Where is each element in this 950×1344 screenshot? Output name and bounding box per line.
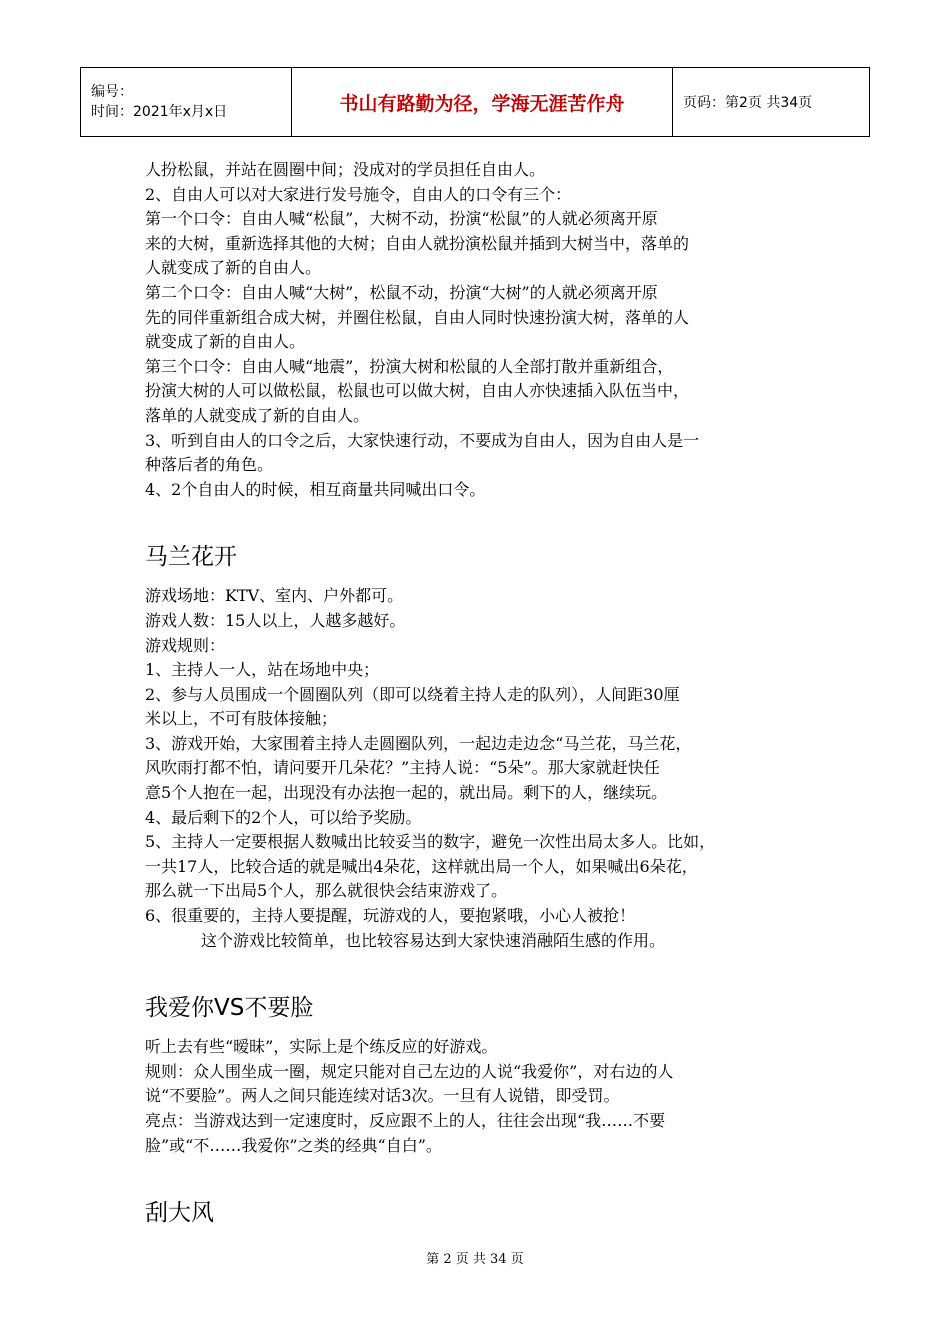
header-date-label: 时间：2021年x月x日 — [91, 104, 228, 120]
header-motto: 书山有路勤为径，学海无涯苦作舟 — [292, 68, 673, 137]
paragraph: 就变成了新的自由人。 — [145, 332, 306, 352]
paragraph: 游戏规则： — [145, 635, 226, 655]
paragraph: 那么就一下出局5个人，那么就很快会结束游戏了。 — [145, 881, 508, 901]
paragraph: 说“不要脸”。两人之间只能连续对话3次。一旦有人说错，即受罚。 — [145, 1086, 620, 1106]
header-meta — [81, 68, 292, 137]
paragraph: 规则：众人围坐成一圈，规定只能对自己左边的人说“我爱你”，对右边的人 — [145, 1061, 674, 1081]
paragraph: 落单的人就变成了新的自由人。 — [145, 405, 370, 425]
section-guadafeng — [145, 1198, 815, 1228]
paragraph: 3、听到自由人的口令之后，大家快速行动，不要成为自由人，因为自由人是一 — [145, 430, 700, 450]
paragraph: 2、自由人可以对大家进行发号施令，自由人的口令有三个： — [145, 184, 572, 204]
paragraph: 来的大树，重新选择其他的大树；自由人就扮演松鼠并插到大树当中，落单的 — [145, 233, 690, 253]
section-title: 马兰花开 — [145, 544, 237, 571]
page-footer: 第 2 页 共 34 页 — [426, 1252, 524, 1267]
paragraph: 第一个口令：自由人喊“松鼠”，大树不动，扮演“松鼠”的人就必须离开原 — [145, 209, 658, 229]
paragraph: 人扮松鼠，并站在圆圈中间；没成对的学员担任自由人。 — [145, 160, 546, 179]
closing-paragraph: 这个游戏比较简单，也比较容易达到大家快速消融陌生感的作用。 — [201, 930, 666, 950]
paragraph: 米以上，不可有肢体接触； — [145, 709, 338, 729]
paragraph: 风吹雨打都不怕，请问要开几朵花？”主持人说：“5朵”。那大家就赶快任 — [145, 758, 660, 778]
paragraph: 4、最后剩下的2个人，可以给予奖励。 — [145, 807, 422, 827]
section-malanhua — [145, 542, 815, 953]
document-body — [145, 158, 815, 1228]
paragraph: 第三个口令：自由人喊“地震”，扮演大树和松鼠的人全部打散并重新组合， — [145, 356, 674, 376]
paragraph: 1、主持人一人，站在场地中央； — [145, 660, 380, 680]
paragraph: 游戏场地：KTV、室内、户外都可。 — [145, 586, 404, 606]
paragraph: 2、参与人员围成一个圆圈队列（即可以绕着主持人走的队列），人间距30厘 — [145, 684, 680, 704]
paragraph: 6、很重要的，主持人要提醒，玩游戏的人，要抱紧哦，小心人被抢！ — [145, 906, 636, 926]
section-squirrel-continued — [145, 158, 815, 502]
paragraph: 游戏人数：15人以上，人越多越好。 — [145, 610, 406, 630]
paragraph: 种落后者的角色。 — [145, 455, 274, 475]
header-page-label: 页码：第2页 共34页 — [673, 68, 870, 137]
paragraph: 4、2个自由人的时候，相互商量共同喊出口令。 — [145, 479, 486, 499]
page-header — [80, 67, 870, 137]
paragraph: 亮点：当游戏达到一定速度时，反应跟不上的人，往往会出现“我……不要 — [145, 1111, 666, 1130]
paragraph: 脸”或“不……我爱你”之类的经典“自白”。 — [145, 1135, 442, 1155]
section-title: 刮大风 — [145, 1200, 214, 1227]
paragraph: 一共17人，比较合适的就是喊出4朵花，这样就出局一个人，如果喊出6朵花， — [145, 856, 698, 876]
paragraph: 听上去有些“暧昧”，实际上是个练反应的好游戏。 — [145, 1037, 498, 1057]
paragraph: 意5个人抱在一起，出现没有办法抱一起的，就出局。剩下的人，继续玩。 — [145, 783, 668, 803]
paragraph: 先的同伴重新组合成大树，并圈住松鼠，自由人同时快速扮演大树，落单的人 — [145, 307, 690, 327]
section-title: 我爱你VS不要脸 — [145, 995, 314, 1022]
paragraph: 第二个口令：自由人喊“大树”，松鼠不动，扮演“大树”的人就必须离开原 — [145, 282, 658, 302]
paragraph: 人就变成了新的自由人。 — [145, 258, 322, 278]
section-woaini — [145, 993, 815, 1158]
paragraph: 3、游戏开始，大家围着主持人走圆圈队列，一起边走边念“马兰花，马兰花， — [145, 733, 692, 753]
paragraph: 扮演大树的人可以做松鼠，松鼠也可以做大树，自由人亦快速插入队伍当中， — [145, 381, 690, 401]
header-number-label: 编号： — [91, 84, 133, 100]
paragraph: 5、主持人一定要根据人数喊出比较妥当的数字，避免一次性出局太多人。比如， — [145, 832, 716, 852]
